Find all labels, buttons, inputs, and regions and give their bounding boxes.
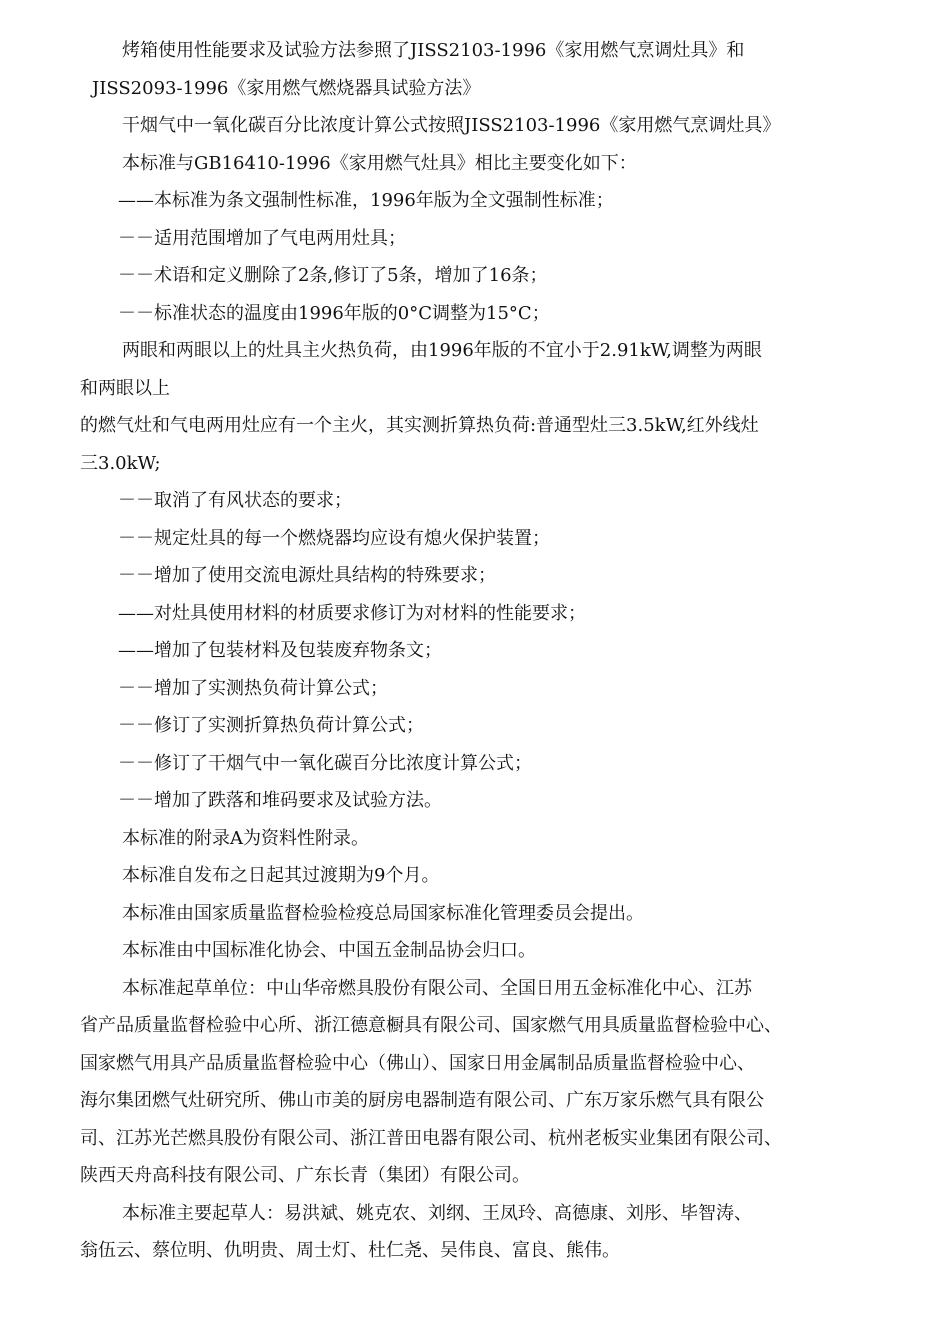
change-item-drop-stack: －－增加了跌落和堆码要求及试验方法。 <box>118 790 442 811</box>
drafting-units-line5: 司、江苏光芒燃具股份有限公司、浙江普田电器有限公司、杭州老板实业集团有限公司、 <box>80 1127 782 1149</box>
drafting-units-paragraph <box>0 970 950 1195</box>
change-item-flame-protection: －－规定灶具的每一个燃烧器均应设有熄火保护装置； <box>118 527 550 549</box>
co-formula-reference: 干烟气中一氧化碳百分比浓度计算公式按照JISS2103-1996《家用燃气烹调灶具》 <box>122 115 781 136</box>
changes-intro: 本标准与GB16410-1996《家用燃气灶具》相比主要变化如下： <box>122 152 637 174</box>
administrator: 本标准由中国标准化协会、中国五金制品协会归口。 <box>122 940 536 961</box>
drafting-units-line2: 省产品质量监督检验中心所、浙江德意橱具有限公司、国家燃气用具质量监督检验中心、 <box>80 1015 782 1036</box>
oven-test-reference-line1: 烤箱使用性能要求及试验方法参照了JISS2103-1996《家用燃气烹调灶具》和 <box>122 40 745 61</box>
drafters-paragraph <box>0 1195 950 1270</box>
change-item-terms: －－术语和定义删除了2条,修订了5条，增加了16条； <box>118 265 548 286</box>
heat-load-line2: 和两眼以上 <box>80 377 170 399</box>
drafting-units-line6: 陕西天舟高科技有限公司、广东长青（集团）有限公司。 <box>80 1165 530 1186</box>
change-item-materials: ——对灶具使用材料的材质要求修订为对材料的性能要求； <box>118 602 586 624</box>
heat-load-line1: 两眼和两眼以上的灶具主火热负荷，由1996年版的不宜小于2.91kW,调整为两眼 <box>122 340 762 361</box>
change-item-wind: －－取消了有风状态的要求； <box>118 490 352 511</box>
drafting-units-line3: 国家燃气用具产品质量监督检验中心（佛山）、国家日用金属制品质量监督检验中心、 <box>80 1052 755 1074</box>
transition-period: 本标准自发布之日起其过渡期为9个月。 <box>122 865 440 886</box>
change-item-packaging: ——增加了包装材料及包装废弃物条文； <box>118 640 442 661</box>
oven-test-reference-line2: JISS2093-1996《家用燃气燃烧器具试验方法》 <box>92 77 481 99</box>
change-item-ac-power: －－增加了使用交流电源灶具结构的特殊要求； <box>118 565 496 586</box>
change-item-heat-load-formula: －－增加了实测热负荷计算公式； <box>118 677 388 699</box>
drafters-line2: 翁伍云、蔡位明、仇明贵、周士灯、杜仁尧、吴伟良、富良、熊伟。 <box>80 1240 620 1261</box>
proposer: 本标准由国家质量监督检验检疫总局国家标准化管理委员会提出。 <box>122 902 644 924</box>
heat-load-line3: 的燃气灶和气电两用灶应有一个主火，其实测折算热负荷:普通型灶三3.5kW,红外线灶 <box>80 415 759 436</box>
drafting-units-line4: 海尔集团燃气灶研究所、佛山市美的厨房电器制造有限公司、广东万家乐燃气具有限公 <box>80 1090 764 1111</box>
change-item-co-formula: －－修订了干烟气中一氧化碳百分比浓度计算公式； <box>118 752 532 774</box>
drafters-line1: 本标准主要起草人：易洪斌、姚克农、刘纲、王凤玲、高德康、刘彤、毕智涛、 <box>122 1202 752 1224</box>
document-page <box>0 32 950 1270</box>
change-item-temperature: －－标准状态的温度由1996年版的0°C调整为15°C； <box>118 302 550 324</box>
change-item-mandatory: ——本标准为条文强制性标准，1996年版为全文强制性标准； <box>118 190 614 211</box>
appendix-note: 本标准的附录A为资料性附录。 <box>122 827 369 849</box>
change-item-converted-heat-load: －－修订了实测折算热负荷计算公式； <box>118 715 424 736</box>
change-item-scope: －－适用范围增加了气电两用灶具； <box>118 227 406 249</box>
heat-load-line4: 三3.0kW; <box>80 452 161 474</box>
drafting-units-line1: 本标准起草单位：中山华帝燃具股份有限公司、全国日用五金标准化中心、江苏 <box>122 977 752 999</box>
